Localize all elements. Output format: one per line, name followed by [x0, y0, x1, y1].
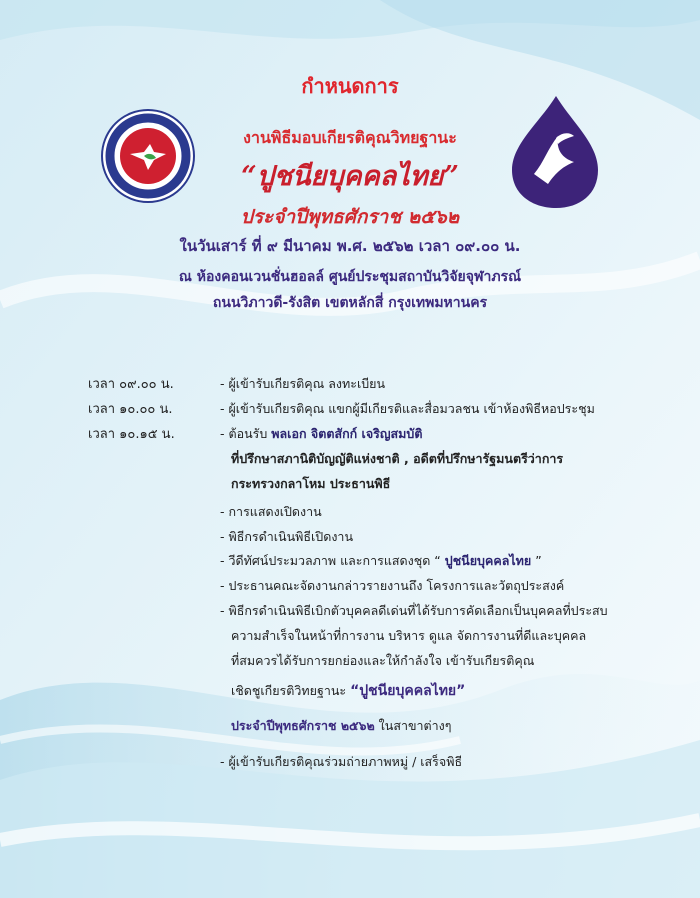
schedule-item: - ผู้เข้ารับเกียรติคุณร่วมถ่ายภาพหมู่ / เสร็จพิธี — [220, 754, 463, 769]
schedule-item-cont — [231, 680, 465, 702]
schedule-item: - พิธีกรดำเนินพิธีเบิกตัวบุคคลดีเด่นที่ได้รับการคัดเลือกเป็นบุคคลที่ประสบ — [220, 603, 608, 618]
chairman-title-2: กระทรวงกลาโหม ประธานพิธี — [231, 476, 391, 491]
schedule-item-cont — [231, 716, 452, 736]
event-date: ในวันเสาร์ ที่ ๙ มีนาคม พ.ศ. ๒๕๖๒ เวลา ๐๙.๐๐ น. — [179, 237, 521, 255]
schedule-item: - พิธีกรดำเนินพิธีเปิดงาน — [220, 529, 353, 544]
schedule-item-welcome — [220, 424, 422, 444]
venue-line-2: ถนนวิภาวดี-รังสิต เขตหลักสี่ กรุงเทพมหานคร — [212, 295, 488, 311]
video-show-name: ปูชนียบุคคลไทย — [444, 553, 532, 568]
schedule-item-cont: ที่สมควรได้รับการยกย่องและให้กำลังใจ เข้ารับเกียรติคุณ — [231, 653, 535, 668]
award-year: ประจำปีพุทธศักราช ๒๕๖๒ — [240, 206, 460, 228]
video-prefix: - วีดีทัศน์ประมวลภาพ และการแสดงชุด “ — [220, 553, 445, 568]
schedule-time: เวลา ๑๐.๐๐ น. — [88, 402, 173, 417]
honor-suffix: ในสาขาต่างๆ — [374, 718, 452, 733]
schedule-item: - ประธานคณะจัดงานกล่าวรายงานถึง โครงการและวัตถุประสงค์ — [220, 578, 565, 593]
honor-award-name: “ปูชนียบุคคลไทย” — [350, 683, 466, 699]
schedule-item-cont: ความสำเร็จในหน้าที่การงาน บริหาร ดูแล จัดการงานที่ดีและบุคคล — [231, 628, 587, 643]
chairman-title-1: ที่ปรึกษาสภานิติบัญญัติแห่งชาติ , อดีตที่ปรึกษารัฐมนตรีว่าการ — [231, 451, 564, 466]
schedule-item: - ผู้เข้ารับเกียรติคุณ แขกผู้มีเกียรติและสื่อมวลชน เข้าห้องพิธีหอประชุม — [220, 401, 595, 416]
welcome-prefix: - ต้อนรับ — [220, 426, 272, 441]
honor-year: ประจำปีพุทธศักราช ๒๕๖๒ — [231, 718, 375, 733]
chairman-name: พลเอก จิตตสักก์ เจริญสมบัติ — [271, 426, 423, 441]
award-name: “ปูชนียบุคคลไทย” — [241, 161, 459, 192]
schedule-item: - ผู้เข้ารับเกียรติคุณ ลงทะเบียน — [220, 376, 386, 391]
schedule-time: เวลา ๑๐.๑๕ น. — [88, 427, 175, 442]
schedule-item: - การแสดงเปิดงาน — [220, 504, 322, 519]
schedule-item-video — [220, 551, 542, 571]
honor-prefix: เชิดชูเกียรติวิทยฐานะ — [231, 683, 351, 698]
schedule-time: เวลา ๐๙.๐๐ น. — [88, 377, 174, 392]
venue-line-1: ณ ห้องคอนเวนชั่นฮอลล์ ศูนย์ประชุมสถาบันวิจัยจุฬาภรณ์ — [178, 269, 522, 285]
video-suffix: ” — [531, 553, 542, 568]
event-name: งานพิธีมอบเกียรติคุณวิทยฐานะ — [243, 128, 457, 147]
page-title: กำหนดการ — [301, 74, 399, 98]
